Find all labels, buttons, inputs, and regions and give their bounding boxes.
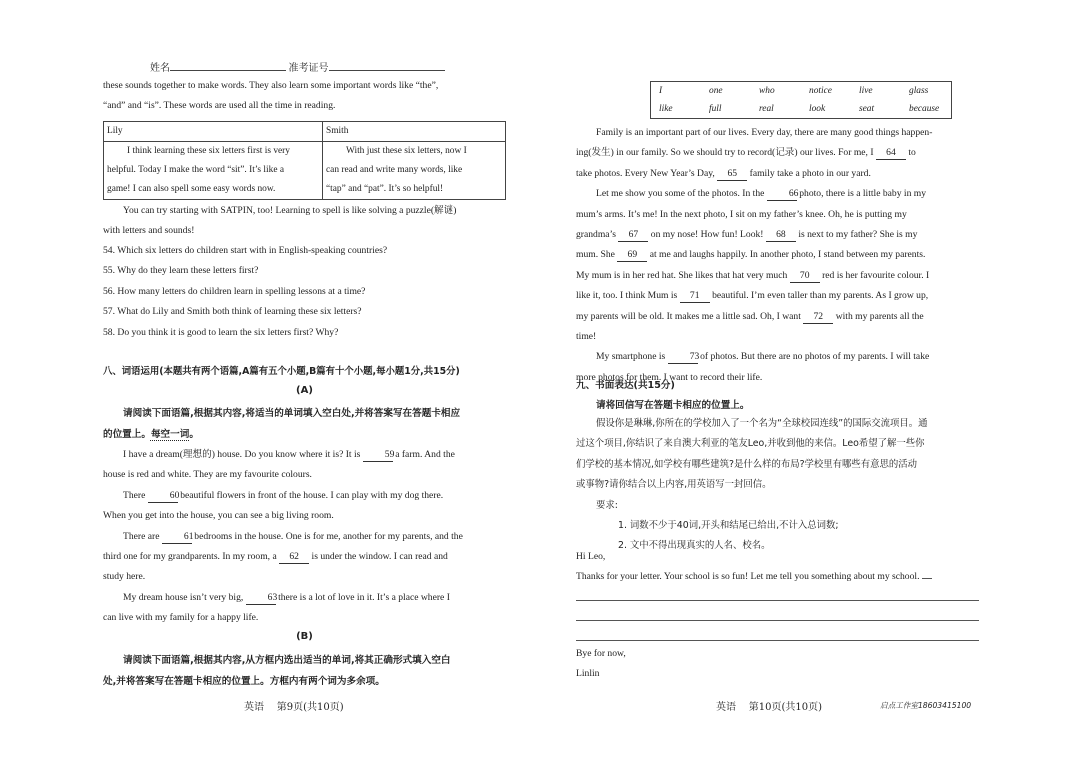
word-box-item: real	[759, 104, 774, 114]
blank-68[interactable]: 68	[766, 229, 796, 242]
word-box-item: look	[809, 104, 826, 114]
exam-number-label: 准考证号	[288, 63, 329, 74]
passage-a: I have a dream(理想的) house. Do you know where it is? It is 59 a farm. And the house is red and white. They are my favourite colours. There 60 beautiful flowers in front of the house. I can play with my dog there. When you get into the house, you can see a big living room. There are 61 bedrooms in the house. One is for me, another for my parents, and the third one for my grandparents. In my room, a 62 is under the window. I can read and study here. My dream house isn’t very big, 63 there is a lot of love in it. It’s a place where I can live with my family for a happy life.	[103, 449, 463, 624]
word-box-item: who	[759, 86, 775, 96]
blank-59[interactable]: 59	[363, 449, 393, 462]
writing-line[interactable]	[576, 600, 979, 601]
word-box-item: one	[709, 86, 723, 96]
intro-line: “and” and “is”. These words are used all the time in reading.	[103, 100, 336, 112]
question-55: 55. Why do they learn these letters first?	[103, 265, 259, 277]
question-58: 58. Do you think it is good to learn the six letters first? Why?	[103, 326, 339, 338]
blank-63[interactable]: 63	[246, 592, 276, 605]
requirement-1: 1. 词数不少于40词,开头和结尾已给出,不计入总词数;	[618, 520, 839, 532]
lily-opinion: I think learning these six letters first is very helpful. Today I make the word “sit”. It’s like a game! I can also spell some easy words now.	[104, 142, 323, 200]
questions-list	[103, 241, 506, 343]
name-field[interactable]	[170, 70, 286, 71]
question-56: 56. How many letters do children learn in spelling lessons at a time?	[103, 285, 366, 297]
blank-62[interactable]: 62	[279, 551, 309, 564]
footer-page-9: 英语 第9页(共10页)	[244, 702, 344, 713]
word-box-item: live	[859, 86, 873, 96]
writing-line[interactable]	[576, 620, 979, 621]
question-57: 57. What do Lily and Smith both think of learning these six letters?	[103, 306, 362, 318]
writing-line[interactable]	[576, 640, 979, 641]
letter-signature: Linlin	[576, 668, 600, 679]
word-box	[650, 81, 952, 119]
footer-page-10: 英语 第10页(共10页)	[716, 702, 822, 713]
blank-72[interactable]: 72	[803, 311, 833, 324]
requirements-title: 要求:	[596, 499, 618, 511]
blank-60[interactable]: 60	[148, 490, 178, 503]
after-table: You can try starting with SATPIN, too! Learning to spell is like solving a puzzle(解谜) with letters and sounds!	[103, 205, 457, 237]
table-head-lily: Lily	[104, 122, 323, 142]
section-9-title: 九、书面表达(共15分)	[576, 380, 675, 391]
blank-69[interactable]: 69	[617, 249, 647, 262]
studio-watermark: 启点工作室18603415100	[880, 701, 972, 710]
part-b-instruction-2: 处,并将答案写在答题卡相应的位置上。方框内有两个词为多余项。	[103, 676, 385, 687]
part-a-instruction-2: 的位置上。每空一词。	[103, 429, 199, 440]
blank-73[interactable]: 73	[668, 351, 698, 364]
question-54: 54. Which six letters do children start with in English-speaking countries?	[103, 245, 388, 256]
requirement-2: 2. 文中不得出现真实的人名、校名。	[618, 540, 771, 552]
left-intro	[103, 76, 506, 117]
blank-70[interactable]: 70	[790, 270, 820, 283]
emphasis-one-word: 每空一词	[150, 429, 190, 440]
word-box-item: full	[709, 104, 722, 114]
intro-line: these sounds together to make words. They also learn some important words like “the”,	[103, 80, 439, 91]
word-box-item: like	[659, 104, 673, 114]
letter-greeting: Hi Leo,	[576, 551, 606, 562]
part-b-instruction-1: 请阅读下面语篇,根据其内容,从方框内选出适当的单词,将其正确形式填入空白	[123, 655, 451, 666]
table-head-smith: Smith	[323, 122, 506, 142]
blank-71[interactable]: 71	[680, 290, 710, 303]
word-box-item: because	[909, 104, 940, 114]
part-b-label: (B)	[296, 631, 313, 642]
blank-67[interactable]: 67	[618, 229, 648, 242]
writing-prompt: 假设你是琳琳,你所在的学校加入了一个名为“全球校园连线”的国际交流项目。通 过这个项目,你结识了来自澳大利亚的笔友Leo,并收到他的来信。Leo希望了解一些你 们学校的基本情况,如学校有哪些建筑?是什么样的布局?学校里有哪些有意思的活动 或事物?请你结合以上内容,用英语写一封回信。 要求: 1. 词数不少于40词,开头和结尾已给出,不计入总词数; 2. 文中不得出现真实的人名、校名。	[576, 414, 979, 557]
part-a-label: (A)	[296, 385, 313, 396]
word-box-item: notice	[809, 86, 832, 96]
blank-61[interactable]: 61	[162, 531, 192, 544]
blank-65[interactable]: 65	[717, 168, 747, 181]
header	[150, 59, 445, 74]
section-9-instruction: 请将回信写在答题卡相应的位置上。	[596, 400, 750, 411]
word-box-item: seat	[859, 104, 875, 114]
blank-66[interactable]: 66	[767, 188, 797, 201]
smith-opinion: With just these six letters, now I can read and write many words, like “tap” and “pat”. It’s so helpful!	[323, 142, 506, 200]
letter-closing: Bye for now,	[576, 648, 626, 659]
exam-number-field[interactable]	[329, 70, 445, 71]
word-box-item: I	[659, 86, 663, 96]
blank-64[interactable]: 64	[876, 147, 906, 160]
passage-b: Family is an important part of our lives. Every day, there are many good things happen- ing(发生) in our family. So we should try to record(记录) our lives. For me, I 64 to take photos. Every New Year’s Day, 65 family take a photo in our yard. Let me show you some of the photos. In the 66 photo, there is a little baby in my mum’s arms. It’s me! In the next photo, I sit on my father’s knee. Oh, he is putting my grandma’s 67 on my nose! How fun! Look! 68 is next to my father? She is my mum. She 69 at me and laughs happily. In another photo, I stand between my parents. My mum is in her red hat. She likes that hat very much 70 red is her favourite colour. I like it, too. I think Mum is 71 beautiful. I’m even taller than my parents. As I grow up, my parents will be old. It makes me a little sad. Oh, I want 72 with my parents all the time! My smartphone is 73 of photos. But there are no photos of my parents. I will take more photos for them. I want to record their life.	[576, 127, 933, 383]
opinion-table	[103, 121, 506, 200]
letter-opening: Thanks for your letter. Your school is so fun! Let me tell you something about my school.	[576, 567, 932, 587]
part-a-instruction-1: 请阅读下面语篇,根据其内容,将适当的单词填入空白处,并将答案写在答题卡相应	[123, 408, 461, 419]
section-8-title: 八、词语运用(本题共有两个语篇,A篇有五个小题,B篇有十个小题,每小题1分,共15分)	[103, 366, 460, 377]
word-box-item: glass	[909, 86, 929, 96]
name-label: 姓名	[150, 63, 170, 74]
